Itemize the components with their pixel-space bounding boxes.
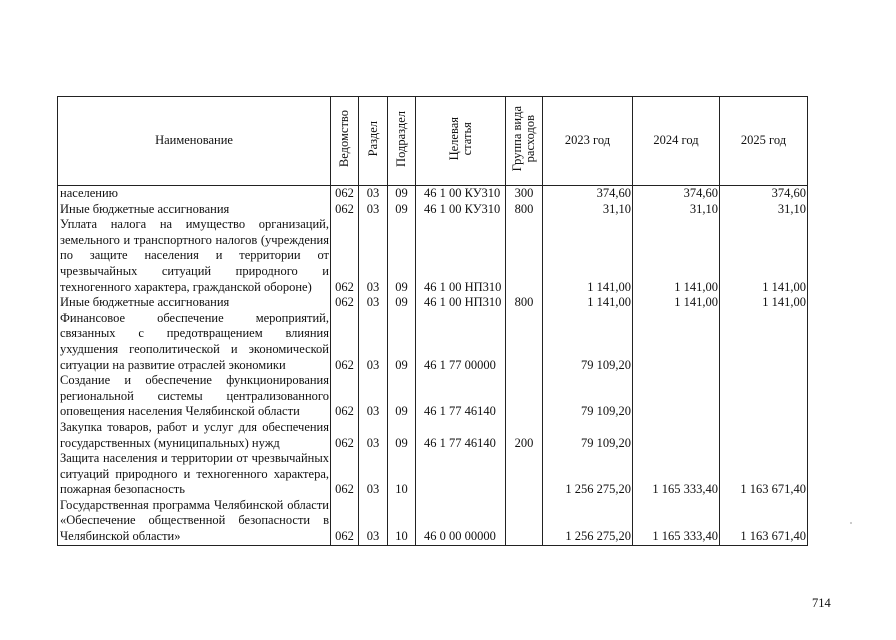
table-row — [58, 451, 808, 498]
row-podrazdel: 09 — [388, 202, 416, 218]
table-row — [58, 420, 808, 451]
row-celevaya-statya: 46 1 77 46140 — [416, 420, 506, 451]
row-vedomstvo: 062 — [331, 311, 359, 373]
row-celevaya-statya: 46 1 00 НП310 — [416, 295, 506, 311]
row-gruppa: 800 — [506, 295, 543, 311]
budget-table — [57, 96, 808, 546]
row-vedomstvo: 062 — [331, 451, 359, 498]
row-amount-2025: 1 141,00 — [720, 217, 808, 295]
header-podrazdel-label: Подраздел — [394, 110, 408, 167]
row-razdel: 03 — [359, 217, 388, 295]
row-podrazdel: 10 — [388, 498, 416, 545]
scan-speck — [850, 522, 852, 524]
row-gruppa: 300 — [506, 186, 543, 202]
row-razdel: 03 — [359, 202, 388, 218]
table-row — [58, 217, 808, 295]
row-celevaya-statya: 46 1 00 КУ310 — [416, 186, 506, 202]
row-podrazdel: 09 — [388, 311, 416, 373]
row-razdel: 03 — [359, 373, 388, 420]
row-amount-2024: 31,10 — [633, 202, 720, 218]
header-year-2024: 2024 год — [633, 97, 720, 186]
row-name: населению — [58, 186, 331, 202]
page-number: 714 — [812, 596, 831, 610]
header-vedomstvo — [331, 97, 359, 186]
row-celevaya-statya: 46 1 00 НП310 — [416, 217, 506, 295]
row-amount-2023: 1 141,00 — [543, 217, 633, 295]
header-name: Наименование — [58, 97, 331, 186]
row-name: Иные бюджетные ассигнования — [58, 295, 331, 311]
row-gruppa — [506, 498, 543, 545]
row-podrazdel: 09 — [388, 420, 416, 451]
row-gruppa — [506, 217, 543, 295]
row-gruppa — [506, 311, 543, 373]
row-amount-2025: 1 141,00 — [720, 295, 808, 311]
header-year-2025: 2025 год — [720, 97, 808, 186]
row-amount-2025: 1 163 671,40 — [720, 451, 808, 498]
table-row — [58, 373, 808, 420]
row-amount-2024 — [633, 311, 720, 373]
table-row — [58, 295, 808, 311]
row-vedomstvo: 062 — [331, 295, 359, 311]
row-podrazdel: 09 — [388, 295, 416, 311]
header-gruppa-vida-rashodov-label: Группа вида расходов — [510, 106, 537, 172]
table-header — [58, 97, 808, 186]
row-razdel: 03 — [359, 420, 388, 451]
table-row — [58, 186, 808, 202]
header-year-2023: 2023 год — [543, 97, 633, 186]
row-name: Иные бюджетные ассигнования — [58, 202, 331, 218]
row-razdel: 03 — [359, 498, 388, 545]
row-vedomstvo: 062 — [331, 217, 359, 295]
row-podrazdel: 10 — [388, 451, 416, 498]
row-gruppa — [506, 373, 543, 420]
header-celevaya-statya-label: Целевая статья — [446, 117, 474, 161]
table-row — [58, 498, 808, 545]
row-celevaya-statya: 46 0 00 00000 — [416, 498, 506, 545]
row-amount-2025 — [720, 311, 808, 373]
row-podrazdel: 09 — [388, 217, 416, 295]
row-name: Государственная программа Челябинской области «Обеспечение общественной безопасности в Челябинской области» — [58, 498, 331, 545]
table-body — [58, 186, 808, 546]
row-vedomstvo: 062 — [331, 202, 359, 218]
row-amount-2024 — [633, 420, 720, 451]
row-amount-2024: 1 141,00 — [633, 295, 720, 311]
row-vedomstvo: 062 — [331, 186, 359, 202]
row-name: Уплата налога на имущество организаций, земельного и транспортного налогов (учреждения по защите населения и территории от чрезвычайных ситуаций природного и техногенного характера, гражданской обороне) — [58, 217, 331, 295]
row-celevaya-statya: 46 1 00 КУ310 — [416, 202, 506, 218]
row-amount-2023: 374,60 — [543, 186, 633, 202]
row-name: Защита населения и территории от чрезвычайных ситуаций природного и техногенного характера, пожарная безопасность — [58, 451, 331, 498]
row-amount-2023: 31,10 — [543, 202, 633, 218]
row-razdel: 03 — [359, 311, 388, 373]
row-amount-2025 — [720, 373, 808, 420]
row-name: Создание и обеспечение функционирования региональной системы централизованного оповещения населения Челябинской области — [58, 373, 331, 420]
row-amount-2024: 1 165 333,40 — [633, 498, 720, 545]
row-razdel: 03 — [359, 295, 388, 311]
header-gruppa-vida-rashodov — [506, 97, 543, 186]
row-amount-2025: 374,60 — [720, 186, 808, 202]
row-vedomstvo: 062 — [331, 420, 359, 451]
table-row — [58, 311, 808, 373]
row-gruppa: 200 — [506, 420, 543, 451]
row-amount-2023: 1 256 275,20 — [543, 451, 633, 498]
table-row — [58, 202, 808, 218]
header-celevaya-statya — [416, 97, 506, 186]
row-amount-2024: 1 165 333,40 — [633, 451, 720, 498]
row-celevaya-statya — [416, 451, 506, 498]
row-amount-2024: 1 141,00 — [633, 217, 720, 295]
row-razdel: 03 — [359, 186, 388, 202]
row-amount-2023: 79 109,20 — [543, 420, 633, 451]
row-amount-2025: 31,10 — [720, 202, 808, 218]
header-podrazdel — [388, 97, 416, 186]
row-name: Закупка товаров, работ и услуг для обеспечения государственных (муниципальных) нужд — [58, 420, 331, 451]
row-amount-2024 — [633, 373, 720, 420]
row-vedomstvo: 062 — [331, 498, 359, 545]
row-amount-2024: 374,60 — [633, 186, 720, 202]
header-vedomstvo-label: Ведомство — [337, 110, 351, 168]
row-amount-2025: 1 163 671,40 — [720, 498, 808, 545]
row-amount-2023: 79 109,20 — [543, 311, 633, 373]
row-vedomstvo: 062 — [331, 373, 359, 420]
row-podrazdel: 09 — [388, 186, 416, 202]
row-amount-2025 — [720, 420, 808, 451]
row-gruppa: 800 — [506, 202, 543, 218]
row-gruppa — [506, 451, 543, 498]
row-celevaya-statya: 46 1 77 46140 — [416, 373, 506, 420]
row-amount-2023: 79 109,20 — [543, 373, 633, 420]
row-celevaya-statya: 46 1 77 00000 — [416, 311, 506, 373]
row-name: Финансовое обеспечение мероприятий, связанных с предотвращением влияния ухудшения геополитической и экономической ситуации на развитие отраслей экономики — [58, 311, 331, 373]
header-razdel — [359, 97, 388, 186]
header-razdel-label: Раздел — [365, 121, 380, 157]
row-podrazdel: 09 — [388, 373, 416, 420]
row-razdel: 03 — [359, 451, 388, 498]
row-amount-2023: 1 141,00 — [543, 295, 633, 311]
row-amount-2023: 1 256 275,20 — [543, 498, 633, 545]
